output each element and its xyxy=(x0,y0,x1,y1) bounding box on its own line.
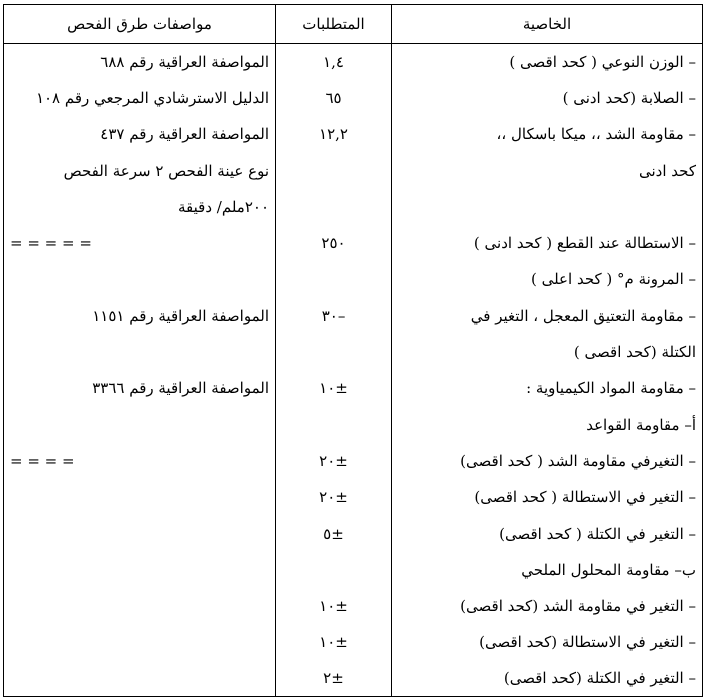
table-row xyxy=(4,661,703,697)
requirement-cell: ±٢ xyxy=(276,661,392,697)
method-cell: الدليل الاسترشادي المرجعي رقم ١٠٨ xyxy=(4,80,276,116)
property-cell: أ– مقاومة القواعد xyxy=(392,406,703,442)
property-cell: – الاستطالة عند القطع ( كحد ادنى ) xyxy=(392,225,703,261)
table-row xyxy=(4,406,703,442)
requirement-cell xyxy=(276,261,392,297)
specifications-table xyxy=(3,4,703,697)
requirement-cell xyxy=(276,152,392,188)
method-cell xyxy=(4,588,276,624)
property-cell: الكتلة (كحد اقصى ) xyxy=(392,334,703,370)
method-cell xyxy=(4,334,276,370)
property-cell: كحد ادنى xyxy=(392,152,703,188)
property-cell: – التغير في الاستطالة (كحد اقصى) xyxy=(392,624,703,660)
method-cell: المواصفة العراقية رقم ٦٨٨ xyxy=(4,44,276,80)
table-row xyxy=(4,443,703,479)
property-cell: – المرونة م° ( كحد اعلى ) xyxy=(392,261,703,297)
property-cell: – التغير في الاستطالة ( كحد اقصى) xyxy=(392,479,703,515)
table-row xyxy=(4,479,703,515)
requirement-cell: ±٢٠ xyxy=(276,479,392,515)
table-row xyxy=(4,552,703,588)
method-cell xyxy=(4,261,276,297)
table-row xyxy=(4,624,703,660)
property-cell: – مقاومة التعتيق المعجل ، التغير في xyxy=(392,298,703,334)
property-cell: – التغيرفي مقاومة الشد ( كحد اقصى) xyxy=(392,443,703,479)
requirement-cell: ±١٠ xyxy=(276,370,392,406)
table-row xyxy=(4,515,703,551)
requirement-cell: ٦٥ xyxy=(276,80,392,116)
table-row xyxy=(4,80,703,116)
method-cell: المواصفة العراقية رقم ٣٣٦٦ xyxy=(4,370,276,406)
requirement-cell xyxy=(276,406,392,442)
requirement-cell: ±١٠ xyxy=(276,588,392,624)
property-cell: – التغير في مقاومة الشد (كحد اقصى) xyxy=(392,588,703,624)
table-header-row xyxy=(4,5,703,44)
method-cell xyxy=(4,624,276,660)
header-requirements: المتطلبات xyxy=(276,5,392,44)
table-row xyxy=(4,261,703,297)
header-property: الخاصية xyxy=(392,5,703,44)
property-cell xyxy=(392,189,703,225)
requirement-cell: ١,٤ xyxy=(276,44,392,80)
method-cell: المواصفة العراقية رقم ١١٥١ xyxy=(4,298,276,334)
table-row xyxy=(4,298,703,334)
table-row xyxy=(4,588,703,624)
method-cell: المواصفة العراقية رقم ٤٣٧ xyxy=(4,116,276,152)
header-test-methods: مواصفات طرق الفحص xyxy=(4,5,276,44)
property-cell: – الوزن النوعي ( كحد اقصى ) xyxy=(392,44,703,80)
method-cell: ٢٠٠ملم/ دقيقة xyxy=(4,189,276,225)
property-cell: – التغير في الكتلة ( كحد اقصى) xyxy=(392,515,703,551)
property-cell: – مقاومة الشد ،، ميكا باسكال ،، xyxy=(392,116,703,152)
method-cell xyxy=(4,661,276,697)
method-cell-ditto: = = = = = xyxy=(4,225,276,261)
requirement-cell: ±٢٠ xyxy=(276,443,392,479)
requirement-cell: ١٢,٢ xyxy=(276,116,392,152)
requirement-cell xyxy=(276,334,392,370)
method-cell: نوع عينة الفحص ٢ سرعة الفحص xyxy=(4,152,276,188)
table-row xyxy=(4,116,703,152)
table-row xyxy=(4,152,703,188)
requirement-cell: ±١٠ xyxy=(276,624,392,660)
method-cell xyxy=(4,552,276,588)
requirement-cell: ٢٥٠ xyxy=(276,225,392,261)
requirement-cell xyxy=(276,552,392,588)
table-row xyxy=(4,44,703,80)
property-cell: – التغير في الكتلة (كحد اقصى) xyxy=(392,661,703,697)
method-cell-ditto: = = = = xyxy=(4,443,276,479)
property-cell: ب– مقاومة المحلول الملحي xyxy=(392,552,703,588)
requirement-cell: –٣٠ xyxy=(276,298,392,334)
method-cell xyxy=(4,479,276,515)
table-row xyxy=(4,189,703,225)
method-cell xyxy=(4,515,276,551)
property-cell: – مقاومة المواد الكيمياوية : xyxy=(392,370,703,406)
property-cell: – الصلابة (كحد ادنى ) xyxy=(392,80,703,116)
table-row xyxy=(4,370,703,406)
requirement-cell xyxy=(276,189,392,225)
table-row xyxy=(4,225,703,261)
table-row xyxy=(4,334,703,370)
requirement-cell: ±٥ xyxy=(276,515,392,551)
method-cell xyxy=(4,406,276,442)
